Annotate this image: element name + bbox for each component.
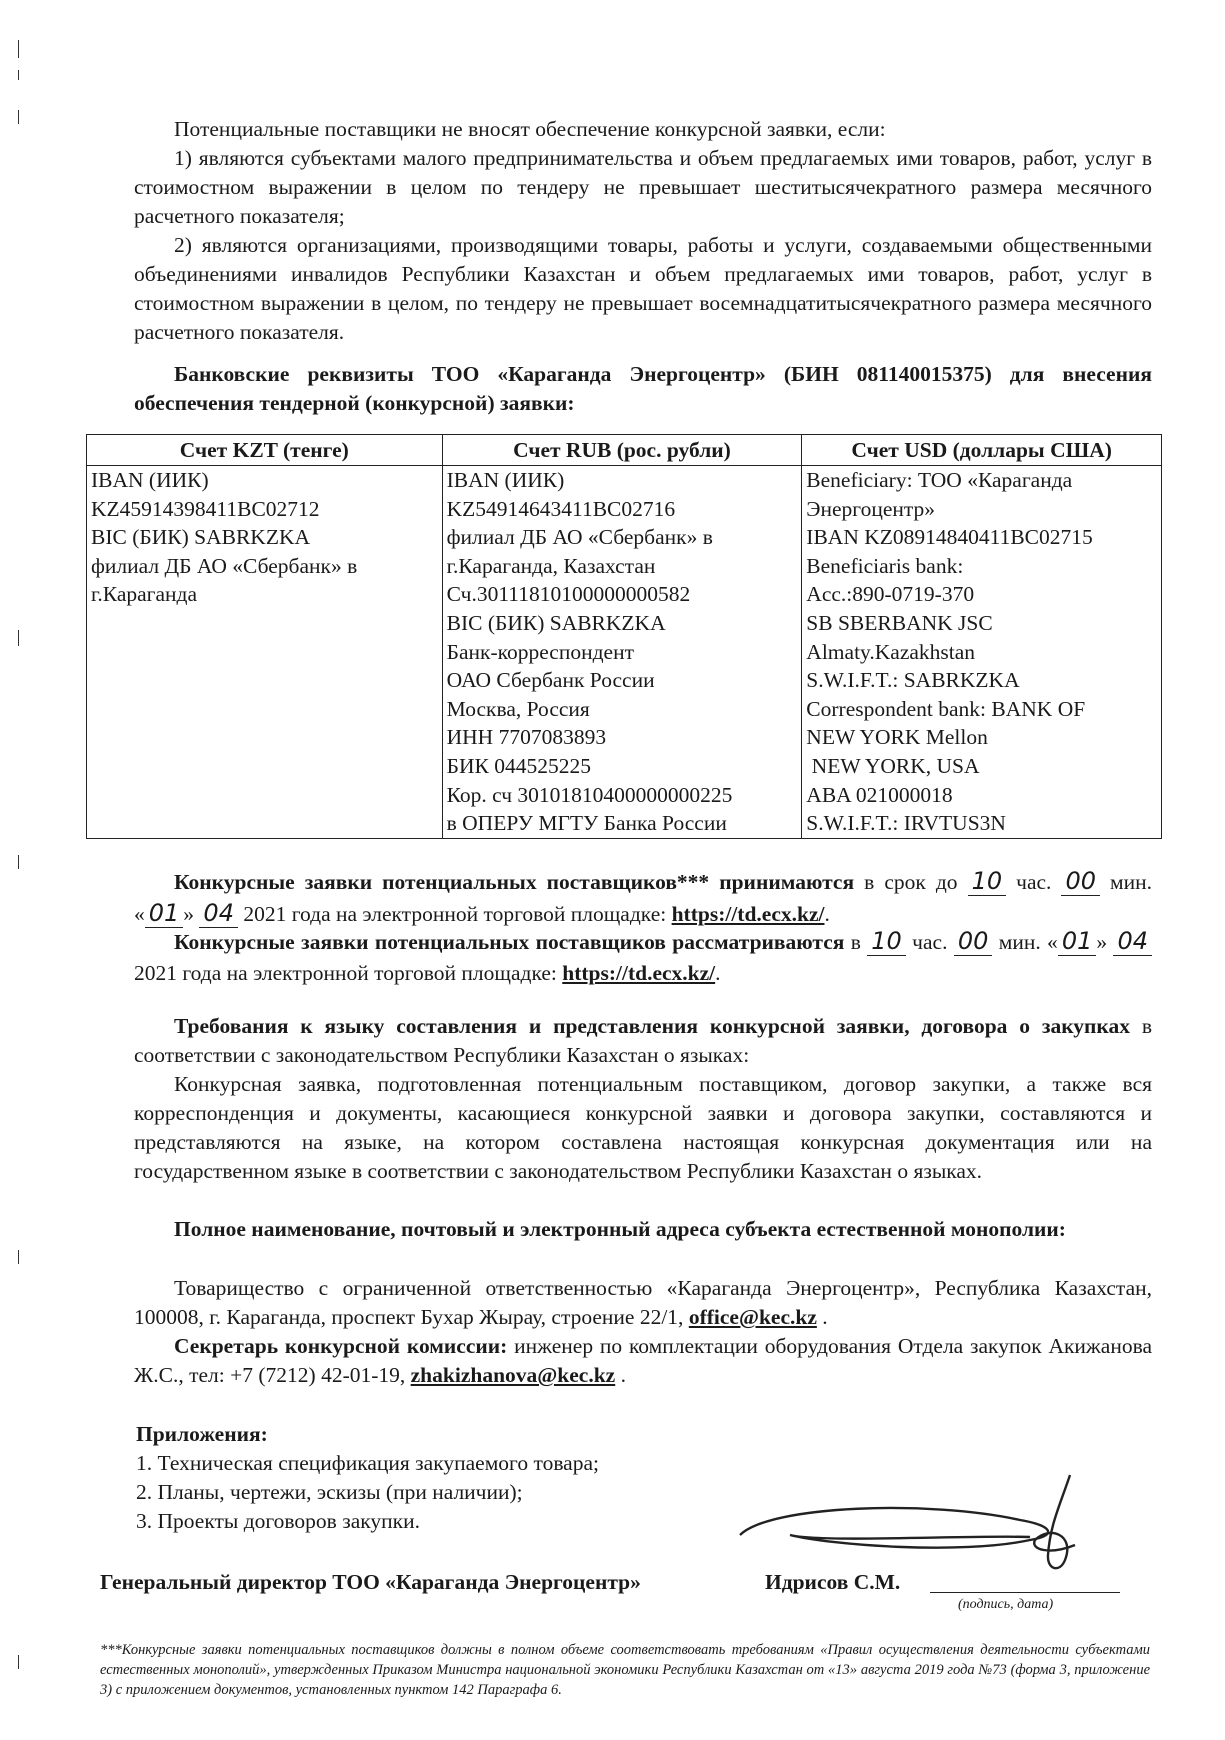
footnote: ***Конкурсные заявки потенциальных поставщиков должны в полном объеме соответствовать требованиям «Правил осуществления деятельности субъектами естественных монополий», утвержденных Приказом Министра национальной экономики Республики Казахстан от «13» августа 2019 года №73 (форма 3, приложение 3) с приложением документов, установленных пунктом 142 Параграфа 6. (100, 1642, 1150, 1698)
office-email-link[interactable]: office@kec.kz (688, 1305, 817, 1329)
rub-cell (442, 466, 802, 839)
address-tail: . (816, 1305, 828, 1329)
rub-line: Кор. сч 30101810400000000225 (446, 782, 733, 807)
rub-line: IBAN (ИИК) (446, 468, 565, 492)
kzt-line: г.Караганда (91, 582, 198, 607)
table-header-row (87, 435, 1162, 466)
attachments-item: 1. Техническая спецификация закупаемого товара; (136, 1451, 599, 1475)
usd-line: NEW YORK Mellon (806, 725, 988, 750)
secretary-text: инженер по комплектации оборудования Отдела закупок Акижанова Ж.С., тел: +7 (7212) 42-01-19, (134, 1334, 1152, 1387)
usd-line: Beneficiaris bank: (806, 553, 964, 578)
day-close: » (1096, 930, 1114, 954)
scan-mark (18, 110, 19, 124)
handwritten-day: 01 (145, 899, 184, 928)
header-rub: Счет RUB (рос. рубли) (442, 435, 802, 466)
handwritten-hour: 10 (968, 867, 1007, 896)
scan-mark (18, 630, 19, 646)
handwritten-minutes: 00 (1061, 867, 1100, 896)
accept-deadline-paragraph (134, 866, 1152, 930)
secretary-email-link[interactable]: zhakizhanova@kec.kz (410, 1363, 616, 1387)
language-heading-rest: в соответствии с законодательством Республики Казахстан о языках: (134, 1014, 1152, 1067)
usd-line: IBAN KZ08914840411BC02715 (806, 525, 1093, 550)
rub-line: ИНН 7707083893 (446, 725, 607, 750)
header-usd: Счет USD (доллары США) (802, 435, 1162, 466)
accept-mid: в срок до (854, 870, 968, 894)
signatory-name: Идрисов С.М. (765, 1570, 901, 1594)
period: . (715, 961, 721, 985)
bank-details-table (86, 434, 1162, 839)
period: . (824, 902, 830, 926)
hour-unit: час. (1006, 870, 1062, 894)
language-heading-bold: Требования к языку составления и представления конкурсной заявки, договора о закупках (174, 1014, 1130, 1038)
kzt-line: филиал ДБ АО «Сбербанк» в (91, 553, 358, 578)
language-body: Конкурсная заявка, подготовленная потенциальным поставщиком, договор закупки, а также вся корреспонденция и документы, касающиеся конкурсной заявки и договора закупки, составляются и представляются на языке, на котором составлена настоящая конкурсная документация или на государственном языке в соответствии с законодательством Республики Казахстан о языках. (134, 1072, 1152, 1183)
review-url-link[interactable]: https://td.ecx.kz/ (562, 961, 716, 985)
review-mid: в (844, 930, 868, 954)
scan-mark (18, 70, 19, 80)
rub-line: Банк-корреспондент (446, 639, 634, 664)
language-heading (134, 1012, 1152, 1070)
handwritten-minutes: 00 (954, 927, 993, 956)
usd-cell (802, 466, 1162, 839)
rub-line: филиал ДБ АО «Сбербанк» в (446, 525, 713, 550)
table-row (87, 466, 1162, 839)
secretary-paragraph (134, 1332, 1152, 1390)
handwritten-day: 01 (1058, 927, 1097, 956)
usd-line: S.W.I.F.T.: IRVTUS3N (806, 811, 1006, 836)
address-text: Товарищество с ограниченной ответственностью «Караганда Энергоцентр», Республика Казахстан, 100008, г. Караганда, проспект Бухар Жырау, строение 22/1, (134, 1276, 1152, 1329)
scan-mark (18, 855, 19, 869)
usd-line: Энергоцентр» (806, 496, 936, 521)
day-close: » (183, 902, 200, 926)
rub-line: KZ54914643411BC02716 (446, 496, 676, 521)
attachments-item: 3. Проекты договоров закупки. (136, 1509, 420, 1533)
scan-mark (18, 1655, 19, 1669)
rub-line: Сч.30111810100000000582 (446, 582, 691, 607)
intro-paragraph-2: 1) являются субъектами малого предпринимательства и объем предлагаемых ими товаров, работ, услуг в стоимостном выражении в целом по тендеру не превышает шеститысячекратного размера месячного расчетного показателя; (134, 146, 1152, 228)
min-unit: мин. « (134, 870, 1153, 926)
accept-url-link[interactable]: https://td.ecx.kz/ (671, 902, 825, 926)
rub-line: ОАО Сбербанк России (446, 668, 655, 693)
attachments-heading: Приложения: (136, 1422, 268, 1446)
handwritten-signature (730, 1465, 1130, 1585)
rub-line: г.Караганда, Казахстан (446, 553, 656, 578)
handwritten-month: 04 (1113, 927, 1152, 956)
bank-heading: Банковские реквизиты ТОО «Караганда Энергоцентр» (БИН 081140015375) для внесения обеспечения тендерной (конкурсной) заявки: (134, 362, 1152, 415)
scan-mark (18, 40, 19, 58)
rub-line: в ОПЕРУ МГТУ Банка России (446, 811, 727, 836)
address-body (134, 1274, 1152, 1332)
scan-mark (18, 1250, 19, 1264)
intro-paragraph-1: Потенциальные поставщики не вносят обеспечение конкурсной заявки, если: (174, 117, 886, 141)
attachments-item: 2. Планы, чертежи, эскизы (при наличии); (136, 1480, 523, 1504)
handwritten-hour: 10 (867, 927, 906, 956)
address-heading: Полное наименование, почтовый и электронный адреса субъекта естественной монополии: (174, 1217, 1066, 1241)
handwritten-month: 04 (199, 899, 238, 928)
intro-paragraph-3: 2) являются организациями, производящими товары, работы и услуги, создаваемыми общественными объединениями инвалидов Республики Казахстан и объем предлагаемых ими товаров, работ, услуг в стоимостном выражении в целом, по тендеру не превышает восемнадцатитысячекратного размера месячного расчетного показателя. (134, 233, 1152, 344)
rub-line: Москва, Россия (446, 696, 590, 721)
kzt-line: BIC (БИК) SABRKZKA (91, 525, 310, 550)
review-deadline-paragraph (134, 926, 1152, 989)
header-kzt: Счет KZT (тенге) (87, 435, 443, 466)
kzt-line: KZ45914398411BC02712 (91, 496, 320, 521)
usd-line: Beneficiary: ТОО «Караганда (806, 468, 1073, 492)
signature-line (930, 1592, 1120, 1593)
year-text: 2021 года на электронной торговой площадке: (237, 902, 672, 926)
rub-line: БИК 044525225 (446, 753, 591, 778)
rub-line: BIC (БИК) SABRKZKA (446, 610, 666, 635)
secretary-tail: . (615, 1363, 626, 1387)
usd-line: S.W.I.F.T.: SABRKZKA (806, 668, 1020, 693)
hour-unit: час. (905, 930, 954, 954)
usd-line: Acc.:890-0719-370 (806, 582, 975, 607)
signature-caption: (подпись, дата) (958, 1597, 1054, 1612)
usd-line: Correspondent bank: BANK OF (806, 696, 1086, 721)
review-label: Конкурсные заявки потенциальных поставщиков рассматриваются (174, 930, 845, 954)
usd-line: ABA 021000018 (806, 782, 953, 807)
signatory-title: Генеральный директор ТОО «Караганда Энергоцентр» (100, 1570, 641, 1594)
usd-line: SB SBERBANK JSC (806, 610, 993, 635)
usd-line: NEW YORK, USA (806, 753, 980, 778)
accept-label: Конкурсные заявки потенциальных поставщиков*** принимаются (174, 870, 855, 894)
secretary-label: Секретарь конкурсной комиссии: (174, 1334, 508, 1358)
usd-line: Almaty.Kazakhstan (806, 639, 976, 664)
kzt-cell (87, 466, 443, 839)
kzt-line: IBAN (ИИК) (91, 468, 209, 492)
min-unit: мин. « (992, 930, 1058, 954)
year-text: 2021 года на электронной торговой площадке: (134, 961, 563, 985)
